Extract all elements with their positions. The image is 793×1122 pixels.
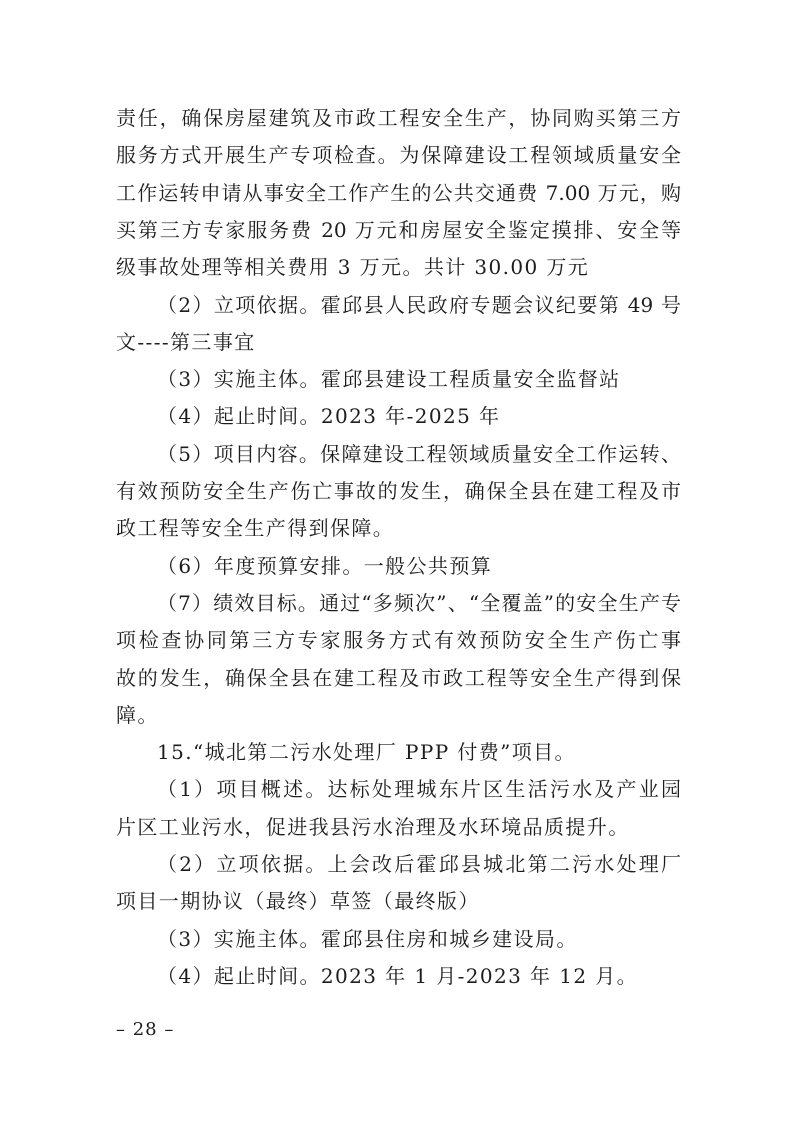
body-line: 有效预防安全生产伤亡事故的发生，确保全县在建工程及市 bbox=[116, 479, 681, 503]
body-line: 片区工业污水，促进我县污水治理及水环境品质提升。 bbox=[116, 815, 630, 839]
body-line: （2）立项依据。上会改后霍邱县城北第二污水处理厂 bbox=[157, 852, 681, 876]
body-line: （3）实施主体。霍邱县建设工程质量安全监督站 bbox=[157, 367, 621, 391]
body-line: 政工程等安全生产得到保障。 bbox=[116, 516, 395, 540]
body-line: 责任，确保房屋建筑及市政工程安全生产，协同购买第三方 bbox=[116, 106, 681, 130]
body-line: （6）年度预算安排。一般公共预算 bbox=[157, 554, 493, 578]
body-line: 故的发生，确保全县在建工程及市政工程等安全生产得到保 bbox=[116, 666, 681, 690]
page-number: – 28 – bbox=[116, 1019, 175, 1040]
body-line: （4）起止时间。2023 年-2025 年 bbox=[157, 404, 501, 428]
body-line: （5）项目内容。保障建设工程领域质量安全工作运转、 bbox=[157, 442, 681, 466]
body-line: （4）起止时间。2023 年 1 月-2023 年 12 月。 bbox=[157, 964, 638, 988]
body-line: 服务方式开展生产专项检查。为保障建设工程领域质量安全 bbox=[116, 143, 681, 167]
body-line: （3）实施主体。霍邱县住房和城乡建设局。 bbox=[157, 927, 578, 951]
body-line: （1）项目概述。达标处理城东片区生活污水及产业园 bbox=[157, 777, 681, 801]
body-line: 项检查协同第三方专家服务方式有效预防安全生产伤亡事 bbox=[116, 628, 681, 652]
body-line: 工作运转申请从事安全工作产生的公共交通费 7.00 万元，购 bbox=[116, 181, 681, 205]
body-line: 买第三方专家服务费 20 万元和房屋安全鉴定摸排、安全等 bbox=[116, 218, 681, 242]
body-line: （7）绩效目标。通过“多频次”、“全覆盖”的安全生产专 bbox=[157, 591, 681, 615]
body-line: 障。 bbox=[116, 703, 159, 727]
body-line: 级事故处理等相关费用 3 万元。共计 30.00 万元 bbox=[116, 255, 590, 279]
body-line: 文----第三事宜 bbox=[116, 330, 256, 354]
body-line: （2）立项依据。霍邱县人民政府专题会议纪要第 49 号 bbox=[157, 293, 681, 317]
section-heading: 15.“城北第二污水处理厂 PPP 付费”项目。 bbox=[157, 740, 576, 764]
body-line: 项目一期协议（最终）草签（最终版） bbox=[116, 889, 480, 913]
